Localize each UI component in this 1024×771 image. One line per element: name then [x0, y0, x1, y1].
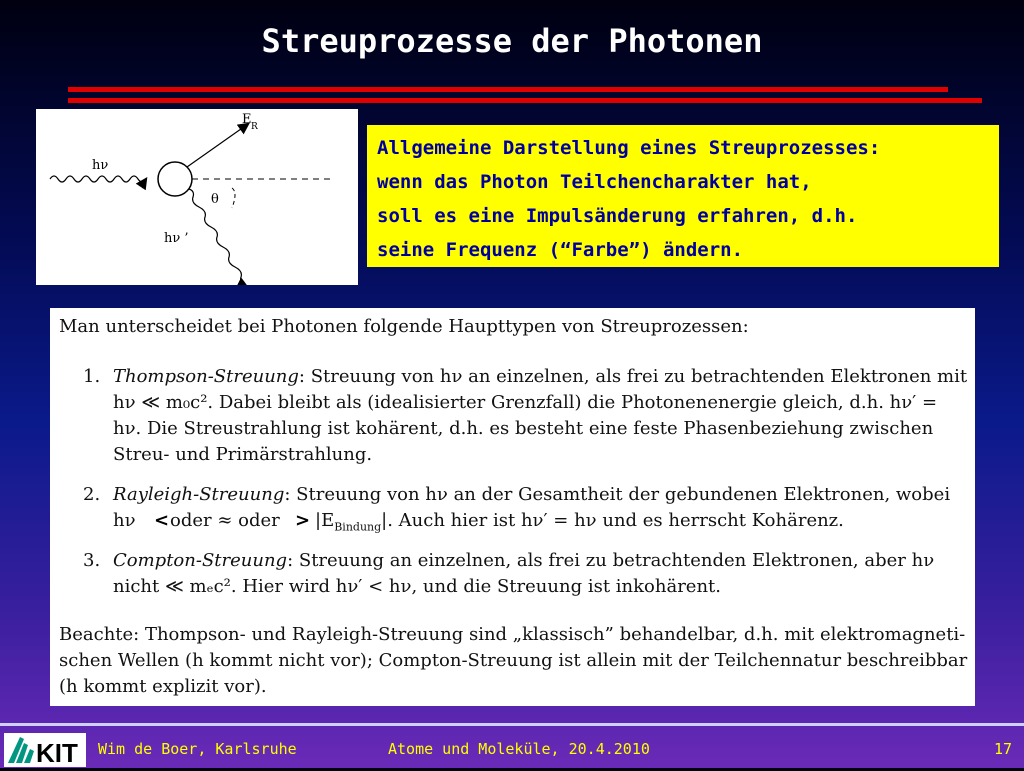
e-bindung-sub: Bindung [334, 520, 382, 534]
less-than-symbol: < [154, 510, 170, 531]
item2-number: 2. [83, 484, 101, 505]
item3-line-2: nicht ≪ mₑc². Hier wird hν′ < hν, und die Streuung ist inkohärent. [113, 576, 721, 597]
note-line-2: schen Wellen (h kommt nicht vor); Compton-Streuung ist allein mit der Teilchennatur beschreibbar [59, 650, 968, 671]
explanation-line-1: Allgemeine Darstellung eines Streuprozesses: [377, 137, 881, 159]
item1-line-3: hν. Die Streustrahlung ist kohärent, d.h. es besteht eine feste Phasenbeziehung zwischen [113, 418, 934, 439]
explanation-line-4: seine Frequenz (“Farbe”) ändern. [377, 239, 744, 261]
scattering-diagram [36, 109, 358, 285]
slide-title: Streuprozesse der Photonen [261, 22, 763, 60]
item3-name: Compton-Streuung [113, 550, 288, 571]
item1-text-1: : Streuung von hν an einzelnen, als frei zu betrachtenden Elektronen mit [298, 366, 968, 387]
intro-text: Man unterscheidet bei Photonen folgende Haupttypen von Streuprozessen: [59, 316, 749, 337]
item2-line-1 [113, 484, 950, 505]
kit-logo-svg [4, 733, 86, 767]
explanation-line-3: soll es eine Impulsänderung erfahren, d.h. [377, 205, 858, 227]
item2-line-2b: oder ≈ oder [170, 510, 280, 531]
recoil-electron-arrow [187, 124, 248, 167]
title-underline-top [68, 87, 948, 92]
item1-line-2: hν ≪ m₀c². Dabei bleibt als (idealisierter Grenzfall) die Photonenenergie gleich, d.h. hν′ = [113, 392, 938, 413]
title-underline-bottom [68, 98, 982, 103]
item2-name: Rayleigh-Streuung [113, 484, 285, 505]
scattering-diagram-svg [36, 109, 358, 285]
item2-text-1: : Streuung von hν an der Gesamtheit der gebundenen Elektronen, wobei [284, 484, 951, 505]
item3-text-1: : Streuung an einzelnen, als frei zu betrachtenden Elektronen, aber hν [287, 550, 935, 571]
item1-line-4: Streu- und Primärstrahlung. [113, 444, 373, 465]
footer-author: Wim de Boer, Karlsruhe [98, 740, 297, 758]
note-line-1: Beachte: Thompson- und Rayleigh-Streuung sind „klassisch” behandelbar, d.h. mit elektromagneti- [59, 624, 966, 645]
incoming-photon-wave [50, 176, 146, 182]
note-line-3: (h kommt explizit vor). [59, 676, 267, 697]
item1-line-1 [113, 366, 967, 387]
item1-name: Thompson-Streuung [113, 366, 299, 387]
kit-logo [4, 733, 86, 767]
kit-logo-text: KIT [36, 738, 78, 767]
page-number: 17 [994, 740, 1013, 758]
label-hv-out: hν ’ [164, 231, 189, 246]
explanation-box [367, 125, 999, 267]
label-er-sub: R [251, 122, 258, 132]
theta-arc [232, 188, 235, 208]
explanation-line-2: wenn das Photon Teilchencharakter hat, [377, 171, 812, 193]
item2-line-2a: hν [113, 510, 136, 531]
item2-text-2: |. Auch hier ist hν′ = hν und es herrscht Kohärenz. [381, 510, 844, 531]
greater-than-symbol: > [295, 510, 311, 531]
item3-number: 3. [83, 550, 101, 571]
label-hv-in: hν [92, 158, 109, 173]
footer-divider [0, 723, 1024, 726]
label-theta: θ [211, 192, 219, 207]
item2-line-2c [315, 510, 844, 534]
item3-line-1 [113, 550, 934, 571]
item1-number: 1. [83, 366, 101, 387]
footer-course: Atome und Moleküle, 20.4.2010 [388, 740, 650, 758]
scattering-types-text [50, 308, 975, 706]
label-er: E [242, 112, 252, 127]
electron-circle [158, 162, 192, 196]
e-bindung: |E [315, 510, 335, 531]
